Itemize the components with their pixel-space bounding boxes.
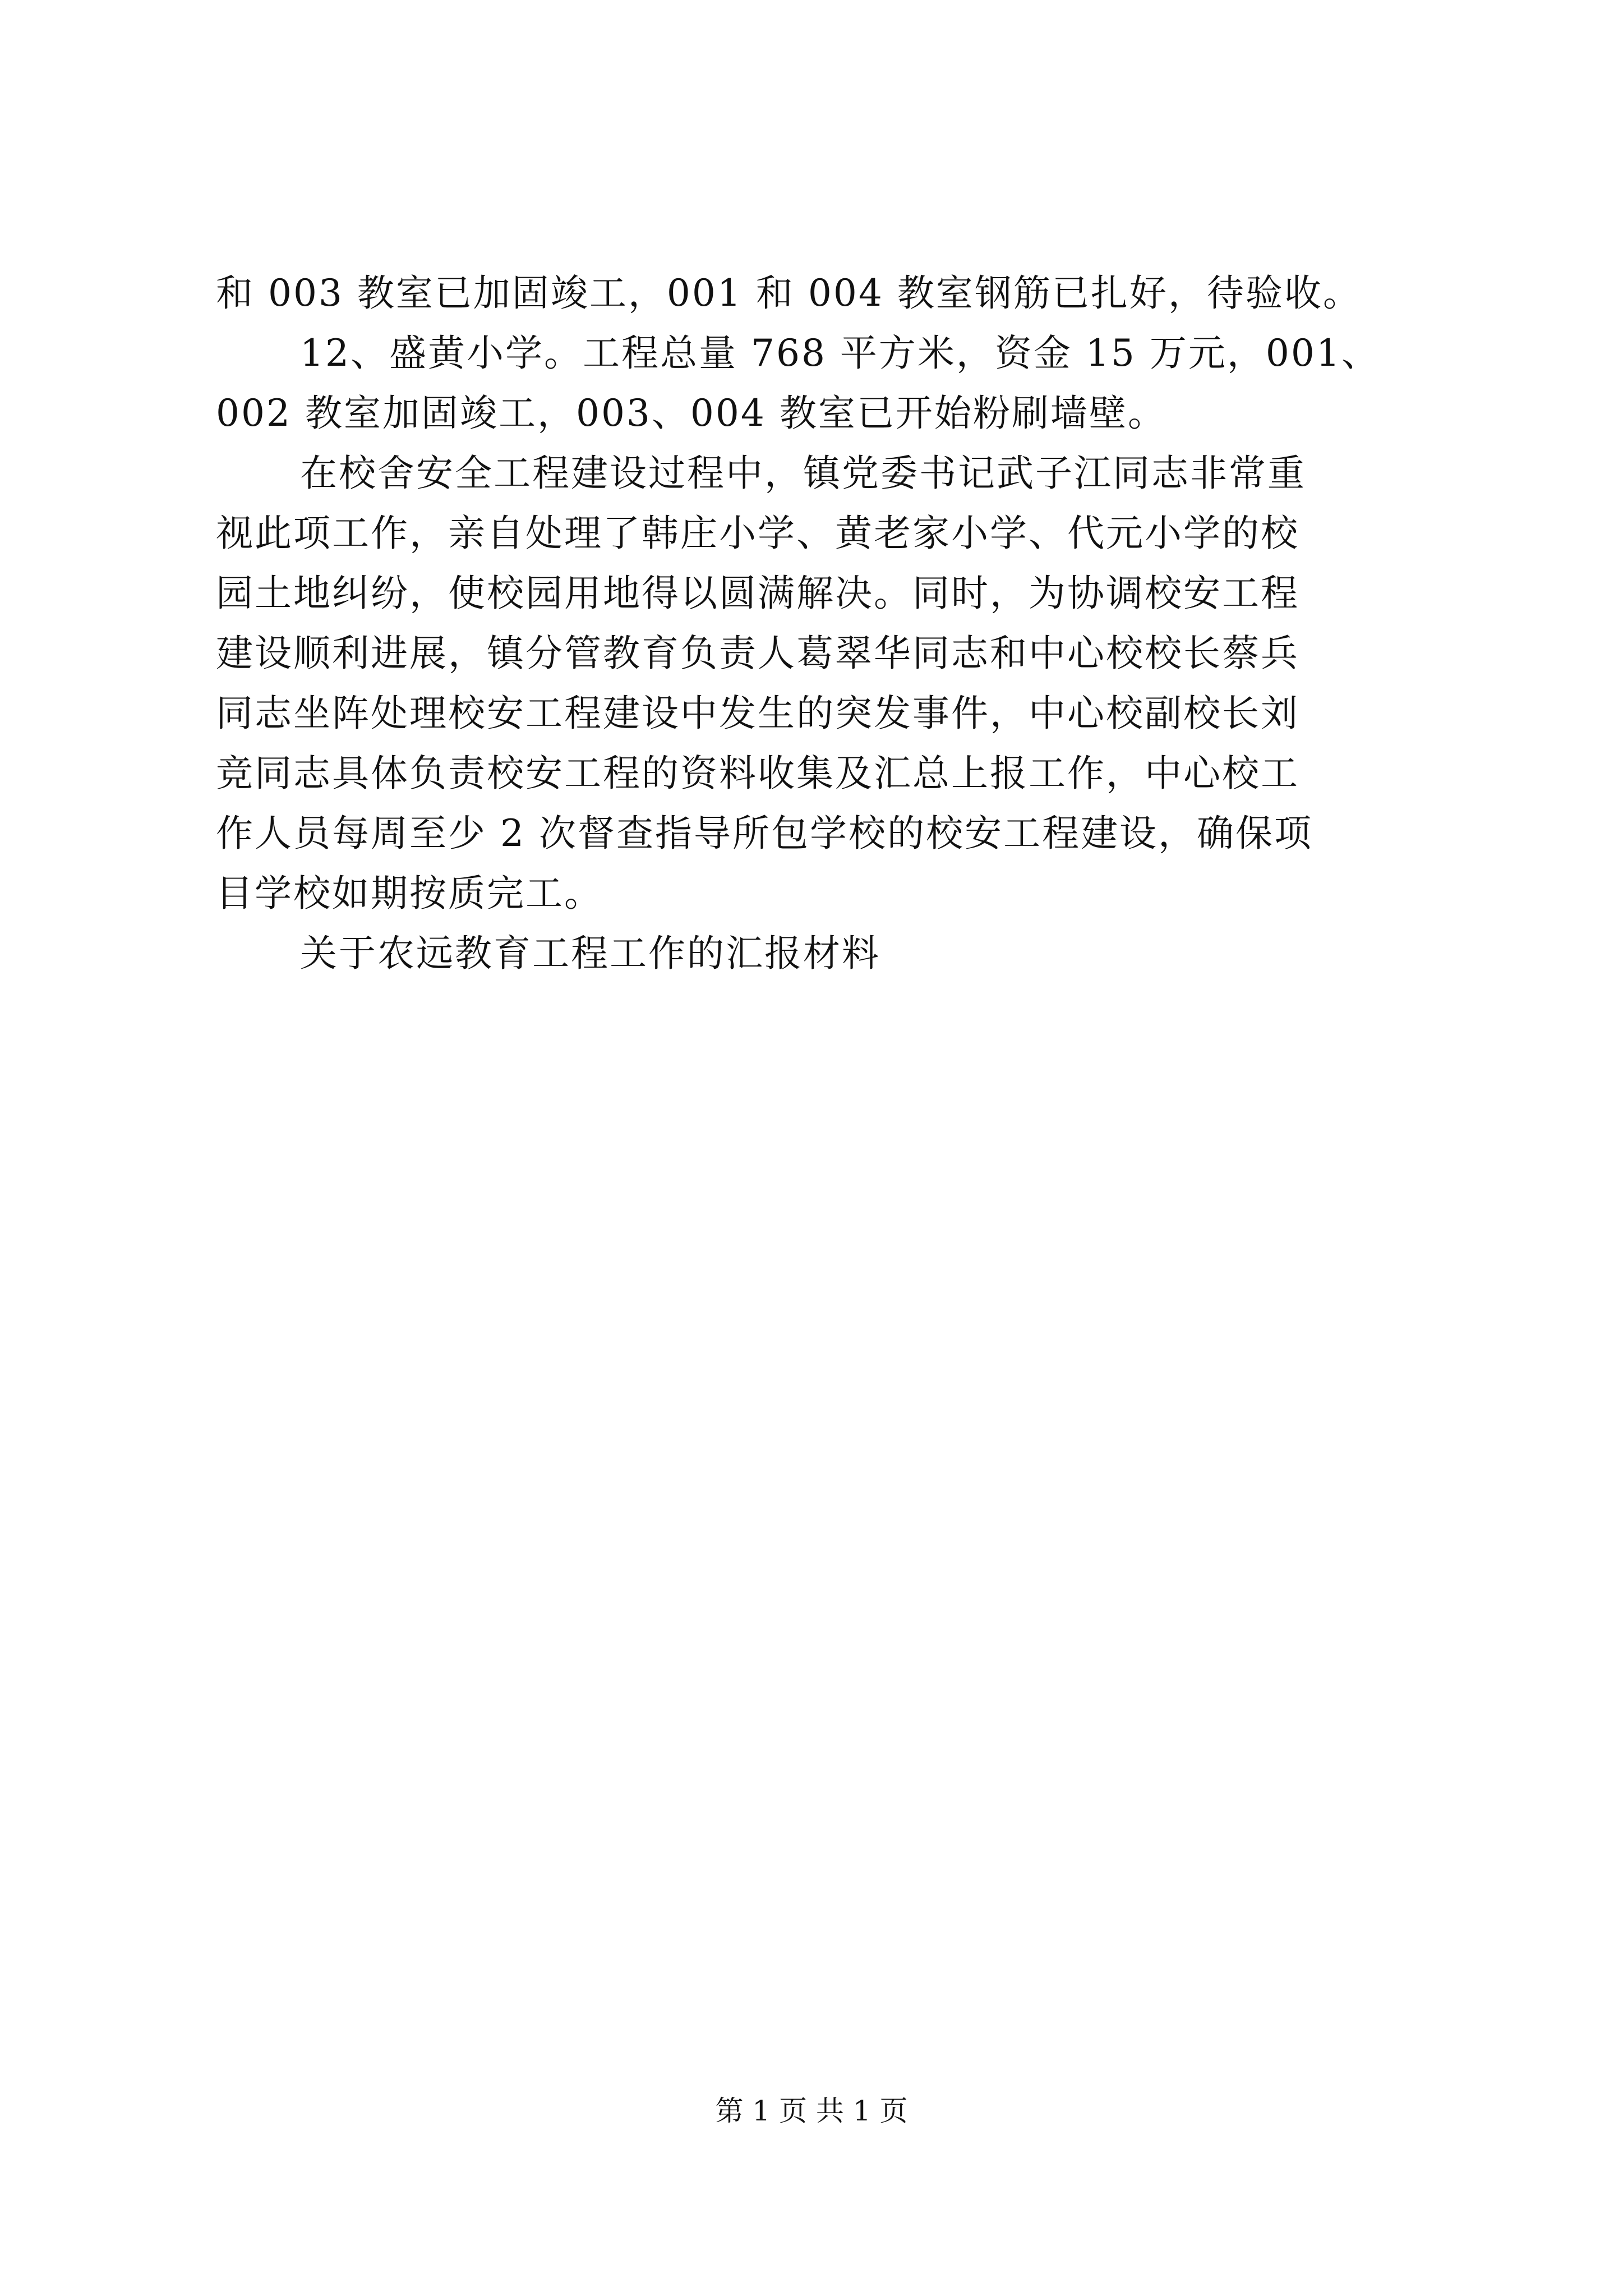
document-body bbox=[216, 266, 1422, 981]
text-line: 建设顺利进展，镇分管教育负责人葛翠华同志和中心校校长蔡兵 bbox=[216, 632, 1299, 675]
section-heading: 关于农远教育工程工作的汇报材料 bbox=[300, 932, 880, 975]
page-footer: 第 1 页 共 1 页 bbox=[715, 2095, 908, 2127]
text-line: 在校舍安全工程建设过程中，镇党委书记武子江同志非常重 bbox=[300, 452, 1306, 495]
text-line: 12、盛黄小学。工程总量 768 平方米，资金 15 万元，001、 bbox=[300, 332, 1380, 375]
text-line: 002 教室加固竣工，003、004 教室已开始粉刷墙壁。 bbox=[216, 392, 1166, 435]
text-line: 同志坐阵处理校安工程建设中发生的突发事件，中心校副校长刘 bbox=[216, 692, 1299, 735]
text-line: 竞同志具体负责校安工程的资料收集及汇总上报工作，中心校工 bbox=[216, 752, 1299, 795]
text-line: 作人员每周至少 2 次督查指导所包学校的校安工程建设，确保项 bbox=[216, 812, 1313, 855]
text-line: 视此项工作，亲自处理了韩庄小学、黄老家小学、代元小学的校 bbox=[216, 512, 1299, 555]
text-line: 和 003 教室已加固竣工，001 和 004 教室钢筋已扎好，待验收。 bbox=[216, 272, 1362, 315]
text-line: 园土地纠纷，使校园用地得以圆满解决。同时，为协调校安工程 bbox=[216, 572, 1299, 615]
text-line: 目学校如期按质完工。 bbox=[216, 872, 603, 915]
